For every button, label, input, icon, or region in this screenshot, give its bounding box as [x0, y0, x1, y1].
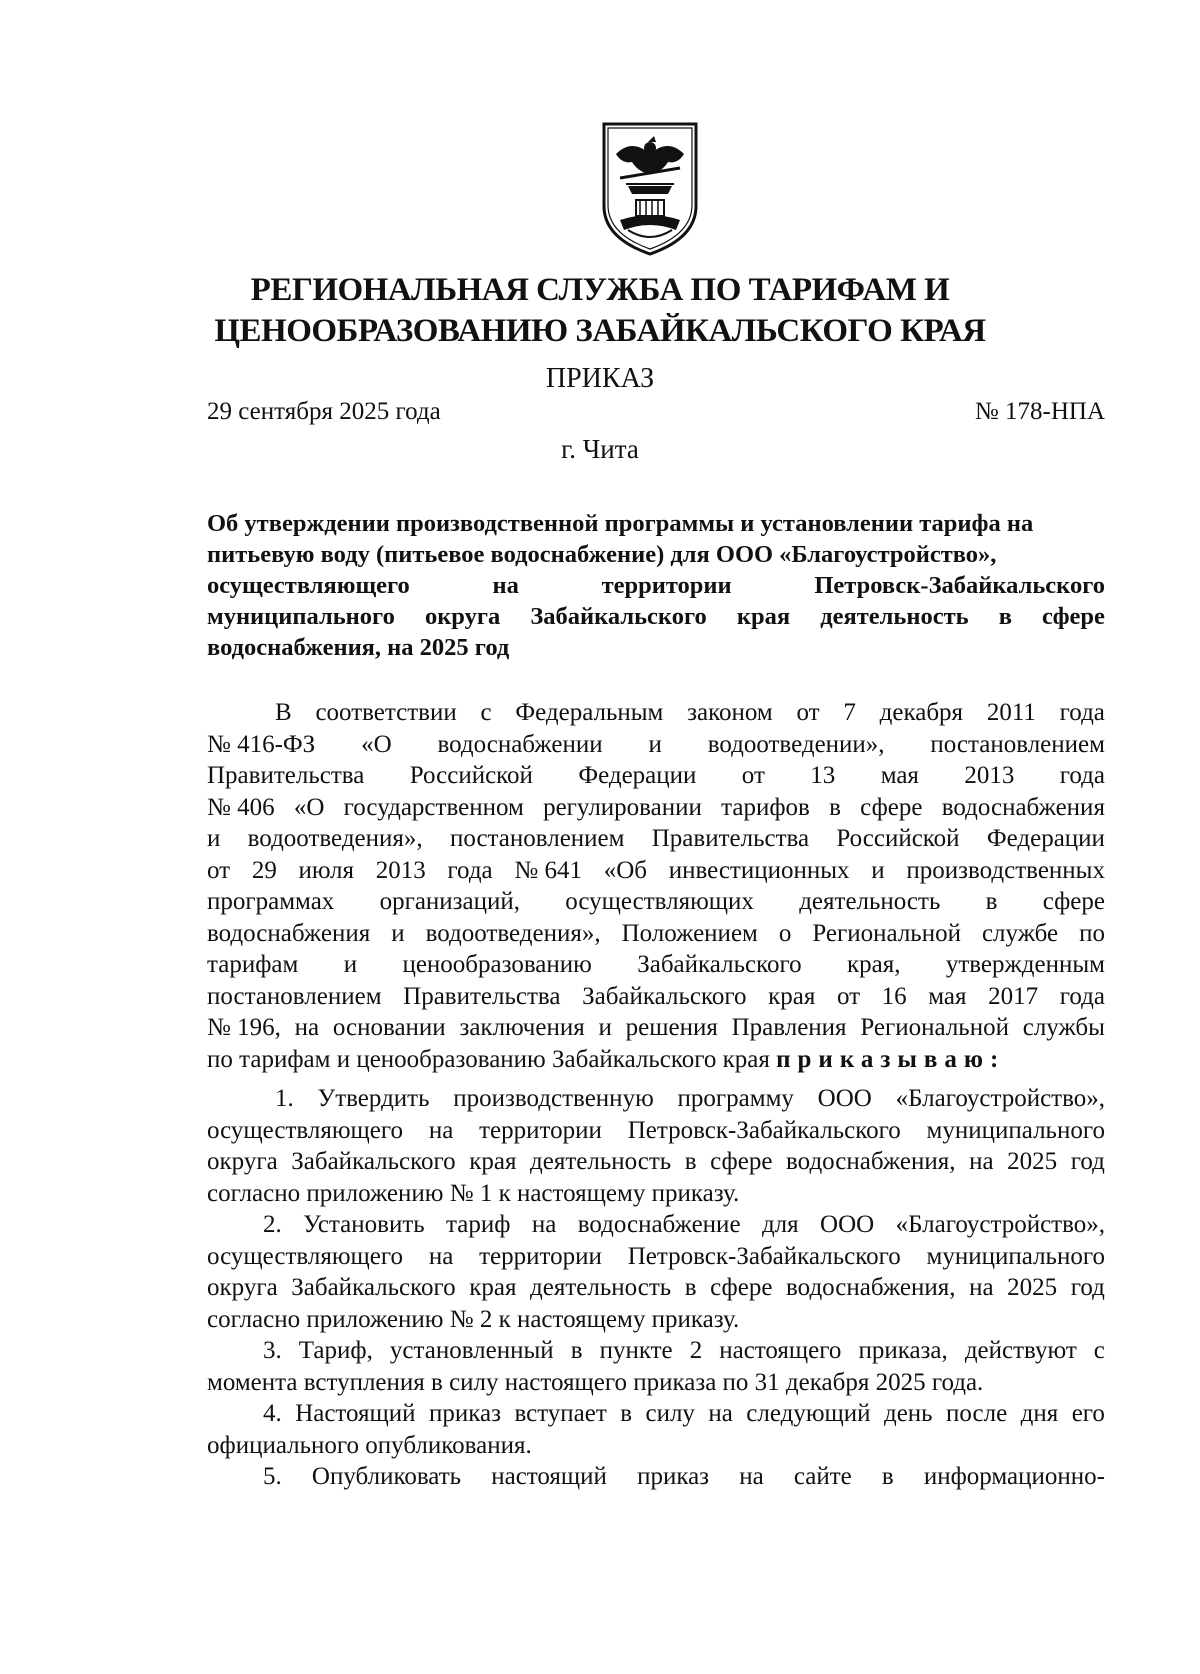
word: 2017 [988, 982, 1039, 1010]
preamble-line [207, 729, 1105, 761]
word: Региональной [860, 1014, 1009, 1041]
word: Петровск-Забайкальского [627, 1116, 901, 1144]
word: о [778, 919, 792, 947]
word: Забайкальского [530, 603, 707, 630]
word: приказ [637, 1463, 710, 1490]
word: 2. [263, 1211, 282, 1238]
word: день [883, 1400, 933, 1427]
word: и [207, 825, 221, 852]
document-type: ПРИКАЗ [545, 363, 655, 394]
word: деятельность [799, 888, 941, 915]
title-line [207, 601, 1105, 632]
item-line [207, 1209, 1105, 1241]
word: мая [880, 762, 919, 789]
word: 7 [843, 699, 856, 726]
word: Правления [731, 1014, 847, 1041]
word: с [480, 699, 492, 726]
word: вступает [514, 1400, 607, 1427]
order-item-1 [207, 1083, 1105, 1209]
word: в [998, 603, 1012, 630]
word: водоснабжении [437, 730, 603, 758]
word: Забайкальского [637, 951, 802, 978]
item-line: официального опубликования. [207, 1431, 532, 1459]
word: 5. [263, 1463, 282, 1490]
word: постановлением [930, 730, 1105, 758]
preamble-line [207, 792, 1105, 824]
word: Российской [836, 825, 960, 852]
preamble-line [207, 823, 1105, 855]
word: края, [846, 951, 901, 978]
word: от [796, 699, 820, 726]
order-item-2 [207, 1209, 1105, 1335]
word: края [768, 982, 816, 1010]
word: и [391, 919, 405, 947]
word: водоснабжения [941, 793, 1105, 821]
word: ООО [817, 1085, 872, 1112]
word: года [1059, 699, 1105, 726]
word: 3. [263, 1337, 282, 1364]
item-line [207, 1272, 1105, 1304]
word: постановлением [207, 982, 382, 1010]
word: Забайкальского [291, 1274, 456, 1301]
word: В [275, 699, 292, 726]
word: водоснабжение [577, 1211, 741, 1238]
word: 16 [881, 982, 907, 1010]
word: приказа, [858, 1337, 948, 1364]
item-line: согласно приложению № 1 к настоящему приказу. [207, 1179, 740, 1207]
item-line [207, 1146, 1105, 1178]
item-line [207, 1083, 1105, 1115]
item-line [207, 1335, 1105, 1367]
word: водоснабжения, [786, 1274, 956, 1301]
word: основании [332, 1014, 446, 1041]
word: «О [361, 730, 392, 758]
word: Правительства [403, 982, 561, 1010]
word: «Об [603, 856, 647, 884]
word: 29 [251, 856, 277, 884]
word: года [1059, 982, 1105, 1010]
word: программах [207, 888, 335, 915]
word: 4. [263, 1400, 282, 1427]
word: сфере [710, 1148, 773, 1175]
word: в [684, 1274, 697, 1301]
word: деятельность [530, 1274, 672, 1301]
word: 2 [689, 1337, 703, 1364]
preamble-line [207, 697, 1105, 729]
word: № 641 [514, 856, 582, 884]
item-line [207, 1241, 1105, 1273]
word: силу [645, 1400, 695, 1427]
word: территории [601, 572, 732, 599]
order-title [207, 508, 1105, 663]
word: законом [687, 699, 773, 726]
word: мая [928, 982, 967, 1010]
word: инвестиционных [668, 856, 850, 884]
word: территории [479, 1116, 602, 1144]
preamble-line [207, 1012, 1105, 1044]
word: года [1059, 762, 1105, 789]
word: службы [1022, 1014, 1105, 1041]
word: Тариф, [298, 1337, 373, 1364]
word: сфере [1042, 888, 1105, 915]
word: водоснабжения, [786, 1148, 956, 1175]
word: от [207, 856, 231, 884]
item-line: момента вступления в силу настоящего приказа по 31 декабря 2025 года. [207, 1368, 984, 1396]
word: края [469, 1148, 517, 1175]
word: в [829, 793, 841, 821]
word: Забайкальского [582, 982, 747, 1010]
word: с [1093, 1337, 1105, 1364]
word: № 406 [207, 793, 275, 821]
word: округа [207, 1148, 278, 1175]
word: 2025 [1007, 1274, 1058, 1301]
preamble-paragraph [207, 697, 1105, 1075]
word: Установить [303, 1211, 425, 1238]
item-line [207, 1461, 1105, 1493]
word: 13 [810, 762, 836, 789]
preamble-line [207, 949, 1105, 981]
preamble-line [207, 981, 1105, 1013]
order-item-5 [207, 1461, 1105, 1493]
word: на [969, 1274, 994, 1301]
word: в [985, 888, 998, 915]
word: от [741, 762, 765, 789]
word: производственных [906, 856, 1105, 884]
word: регулировании [543, 793, 702, 821]
word: программу [677, 1085, 794, 1112]
word: тариф [446, 1211, 511, 1238]
item-line [207, 1115, 1105, 1147]
word: 2011 [986, 699, 1036, 726]
word: 2025 [1007, 1148, 1058, 1175]
preamble-line [207, 886, 1105, 918]
word: округа [207, 1274, 278, 1301]
word: территории [479, 1242, 602, 1270]
word: осуществляющего [207, 1242, 403, 1270]
word: округа [424, 603, 501, 630]
word: постановлением [449, 825, 625, 852]
word: на [294, 1014, 320, 1041]
word: муниципального [926, 1116, 1105, 1144]
word: 2013 [375, 856, 426, 884]
word: года [447, 856, 493, 884]
word: края [736, 603, 791, 630]
word: тарифов [721, 793, 810, 821]
word: для [761, 1211, 799, 1238]
word: и [343, 951, 358, 978]
preamble-line [207, 760, 1105, 792]
word: действуют [964, 1337, 1077, 1364]
word: на [531, 1211, 557, 1238]
title-line: водоснабжения, на 2025 год [207, 634, 510, 661]
word: настоящий [491, 1463, 607, 1490]
order-items-list [207, 1083, 1105, 1493]
word: июля [298, 856, 354, 884]
word: на [428, 1116, 454, 1144]
document-city: г. Чита [561, 434, 639, 464]
word: осуществляющего [207, 1116, 403, 1144]
word: сфере [860, 793, 923, 821]
word: от [836, 982, 861, 1010]
word: водоотведения», [247, 825, 423, 852]
word: сфере [1042, 603, 1105, 630]
word: утвержденным [945, 951, 1105, 978]
word: осуществляющих [565, 888, 754, 915]
word: производственную [453, 1085, 654, 1112]
word: информационно- [923, 1463, 1105, 1490]
word: государственном [343, 793, 524, 821]
word: на [969, 1148, 994, 1175]
word: Региональной [812, 919, 961, 947]
word: Петровск-Забайкальского [814, 572, 1105, 599]
agency-name-line-2: ЦЕНООБРАЗОВАНИЮ ЗАБАЙКАЛЬСКОГО КРАЯ [214, 313, 986, 349]
word: в [620, 1400, 633, 1427]
word: Правительства [651, 825, 810, 852]
preamble-last-text: по тарифам и ценообразованию Забайкальского края [207, 1045, 777, 1073]
word: на [708, 1400, 733, 1427]
word: его [1071, 1400, 1105, 1427]
word: Настоящий [295, 1400, 416, 1427]
word: «Благоустройство», [895, 1085, 1105, 1112]
word: Федерации [986, 825, 1105, 852]
word: настоящего [719, 1337, 842, 1364]
word: заключения [459, 1014, 585, 1041]
title-line: питьевую воду (питьевое водоснабжение) для ООО «Благоустройство», [207, 541, 997, 568]
word: Федерации [578, 762, 697, 789]
word: на [428, 1242, 454, 1270]
word: Правительства [207, 762, 365, 789]
word: муниципального [926, 1242, 1105, 1270]
word: на [739, 1463, 764, 1490]
word: деятельность [530, 1148, 672, 1175]
word: Опубликовать [311, 1463, 462, 1490]
word: деятельность [820, 603, 969, 630]
word: 2013 [964, 762, 1015, 789]
word: в [570, 1337, 583, 1364]
word: в [684, 1148, 697, 1175]
word: год [1070, 1274, 1105, 1301]
word: № 416-ФЗ [207, 730, 316, 758]
word: год [1070, 1148, 1105, 1175]
word: и [598, 1014, 612, 1041]
title-line [207, 570, 1105, 601]
preamble-line [207, 918, 1105, 950]
order-item-3 [207, 1335, 1105, 1398]
word: пункте [599, 1337, 673, 1364]
word: на [492, 572, 519, 599]
word: водоотведении», [707, 730, 885, 758]
word: установленный [389, 1337, 554, 1364]
word: «Благоустройство», [895, 1211, 1105, 1238]
word: решения [625, 1014, 718, 1041]
word: сайте [793, 1463, 852, 1490]
word: следующий [746, 1400, 871, 1427]
word: Забайкальского [291, 1148, 456, 1175]
word: водоснабжения [207, 919, 371, 947]
word: соответствии [315, 699, 457, 726]
word: службе [981, 919, 1059, 947]
agency-name-line-1: РЕГИОНАЛЬНАЯ СЛУЖБА ПО ТАРИФАМ И [250, 272, 950, 308]
document-number: № 178-НПА [974, 398, 1105, 425]
word: водоотведения», [425, 919, 601, 947]
word: № 196, [207, 1014, 281, 1041]
word: и [871, 856, 885, 884]
preamble-line [207, 855, 1105, 887]
word: Федеральным [515, 699, 664, 726]
item-line [207, 1398, 1105, 1430]
word: осуществляющего [207, 572, 410, 599]
word: по [1079, 919, 1105, 947]
word: тарифам [207, 951, 299, 978]
regional-coat-of-arms-eagle-icon [598, 120, 702, 260]
word: Положением [621, 919, 758, 947]
word: края [469, 1274, 517, 1301]
document-date: 29 сентября 2025 года [207, 398, 441, 425]
word: сфере [710, 1274, 773, 1301]
preamble-line [207, 1044, 1105, 1076]
word: декабря [879, 699, 964, 726]
order-item-4 [207, 1398, 1105, 1461]
word: Утвердить [317, 1085, 430, 1112]
word: ООО [820, 1211, 875, 1238]
resolution-word: приказываю: [776, 1045, 1006, 1073]
item-line: согласно приложению № 2 к настоящему приказу. [207, 1305, 740, 1333]
word: ценообразованию [402, 951, 592, 978]
word: 1. [275, 1085, 294, 1112]
word: и [648, 730, 662, 758]
word: организаций, [379, 888, 521, 915]
title-line: Об утверждении производственной программы и установлении тарифа на [207, 510, 1034, 537]
word: «О [293, 793, 325, 821]
word: Петровск-Забайкальского [627, 1242, 901, 1270]
word: после [946, 1400, 1008, 1427]
word: муниципального [207, 603, 395, 630]
word: в [881, 1463, 894, 1490]
word: Российской [409, 762, 533, 789]
word: приказ [429, 1400, 501, 1427]
word: дня [1020, 1400, 1059, 1427]
